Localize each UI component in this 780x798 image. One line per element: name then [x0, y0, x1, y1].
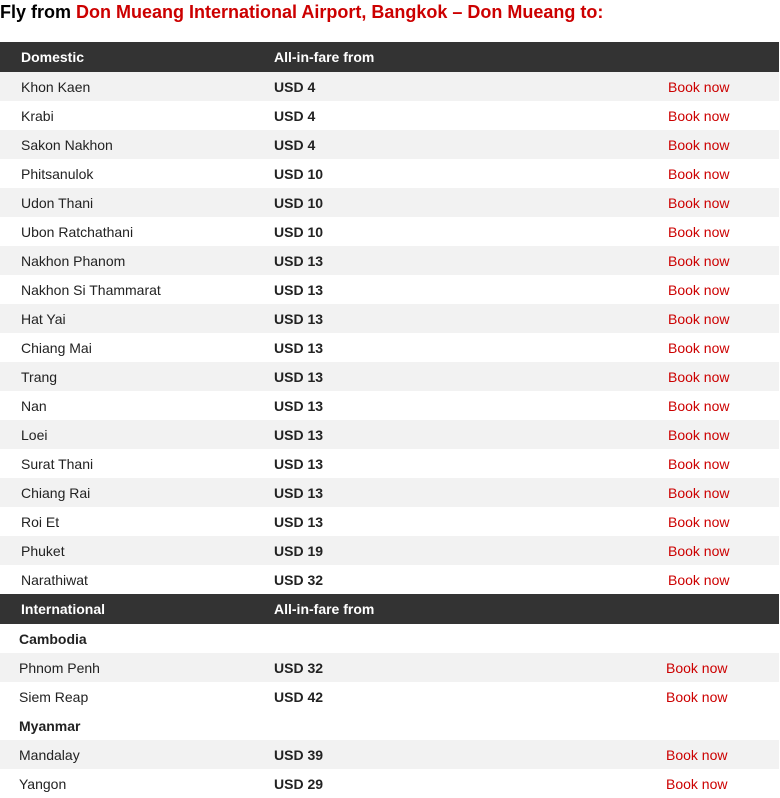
fare-price: USD 19: [274, 536, 618, 565]
destination-city: Chiang Mai: [0, 333, 274, 362]
table-row: [0, 769, 779, 798]
destination-city: Udon Thani: [0, 188, 274, 217]
domestic-header-row: [0, 42, 779, 72]
page-title: [0, 0, 780, 30]
destination-city: Nakhon Phanom: [0, 246, 274, 275]
book-now-link[interactable]: Book now: [668, 252, 730, 269]
fare-price: USD 29: [274, 769, 618, 798]
book-now-cell: [618, 130, 779, 159]
fare-price: USD 13: [274, 449, 618, 478]
fare-price: USD 10: [274, 217, 618, 246]
fare-price: USD 32: [274, 565, 618, 594]
table-row: [0, 420, 779, 449]
book-now-cell: [618, 449, 779, 478]
fare-price: USD 13: [274, 275, 618, 304]
destination-city: Mandalay: [0, 740, 274, 769]
book-now-cell: [618, 478, 779, 507]
destination-city: Nakhon Si Thammarat: [0, 275, 274, 304]
book-now-cell: [618, 333, 779, 362]
book-now-link[interactable]: Book now: [666, 659, 728, 676]
fare-price: USD 4: [274, 130, 618, 159]
book-now-cell: [618, 740, 779, 769]
book-now-link[interactable]: Book now: [668, 571, 730, 588]
fare-price: USD 32: [274, 653, 618, 682]
book-now-link[interactable]: Book now: [668, 455, 730, 472]
international-rows: [0, 624, 779, 798]
title-prefix: Fly from: [0, 2, 77, 22]
table-row: [0, 682, 779, 711]
destination-city: Roi Et: [0, 507, 274, 536]
book-now-link[interactable]: Book now: [668, 136, 730, 153]
book-now-link[interactable]: Book now: [668, 542, 730, 559]
book-now-link[interactable]: Book now: [668, 223, 730, 240]
table-row: [0, 101, 779, 130]
fare-price: USD 13: [274, 420, 618, 449]
country-row: [0, 624, 779, 653]
book-now-cell: [618, 72, 779, 101]
country-row: [0, 711, 779, 740]
destination-city: Ubon Ratchathani: [0, 217, 274, 246]
book-now-link[interactable]: Book now: [666, 688, 728, 705]
book-now-link[interactable]: Book now: [668, 397, 730, 414]
international-fares-table: [0, 594, 779, 798]
book-now-cell: [618, 275, 779, 304]
book-now-link[interactable]: Book now: [666, 775, 728, 792]
table-row: [0, 304, 779, 333]
fare-price: USD 39: [274, 740, 618, 769]
book-now-cell: [618, 159, 779, 188]
fare-price: USD 13: [274, 391, 618, 420]
title-origin: Don Mueang International Airport, Bangkok – Don Mueang to:: [76, 2, 604, 22]
fare-price: USD 4: [274, 72, 618, 101]
destination-city: Nan: [0, 391, 274, 420]
table-row: [0, 478, 779, 507]
book-now-link[interactable]: Book now: [668, 339, 730, 356]
table-row: [0, 565, 779, 594]
book-now-link[interactable]: Book now: [668, 194, 730, 211]
destination-city: Siem Reap: [0, 682, 274, 711]
table-row: [0, 653, 779, 682]
table-row: [0, 362, 779, 391]
destination-city: Phnom Penh: [0, 653, 274, 682]
book-now-cell: [618, 362, 779, 391]
table-row: [0, 333, 779, 362]
book-now-link[interactable]: Book now: [668, 165, 730, 182]
book-now-link[interactable]: Book now: [668, 368, 730, 385]
country-name: Myanmar: [0, 711, 779, 740]
book-now-link[interactable]: Book now: [668, 107, 730, 124]
fare-price: USD 10: [274, 188, 618, 217]
fare-price: USD 13: [274, 362, 618, 391]
book-now-cell: [618, 507, 779, 536]
destination-city: Trang: [0, 362, 274, 391]
fare-price: USD 42: [274, 682, 618, 711]
book-now-link[interactable]: Book now: [666, 746, 728, 763]
fare-price: USD 13: [274, 246, 618, 275]
book-now-link[interactable]: Book now: [668, 426, 730, 443]
table-row: [0, 188, 779, 217]
book-now-cell: [618, 101, 779, 130]
table-row: [0, 536, 779, 565]
fare-price: USD 13: [274, 478, 618, 507]
table-row: [0, 740, 779, 769]
fare-price: USD 4: [274, 101, 618, 130]
table-row: [0, 217, 779, 246]
table-row: [0, 159, 779, 188]
destination-city: Loei: [0, 420, 274, 449]
destination-city: Krabi: [0, 101, 274, 130]
destination-city: Phuket: [0, 536, 274, 565]
book-now-cell: [618, 217, 779, 246]
domestic-fares-table: [0, 42, 779, 594]
book-now-cell: [618, 246, 779, 275]
destination-city: Surat Thani: [0, 449, 274, 478]
book-now-cell: [618, 391, 779, 420]
book-now-link[interactable]: Book now: [668, 310, 730, 327]
international-header-row: [0, 594, 779, 624]
destination-city: Yangon: [0, 769, 274, 798]
country-name: Cambodia: [0, 624, 779, 653]
destination-city: Hat Yai: [0, 304, 274, 333]
fare-price: USD 10: [274, 159, 618, 188]
table-row: [0, 72, 779, 101]
destination-city: Sakon Nakhon: [0, 130, 274, 159]
table-row: [0, 246, 779, 275]
book-now-link[interactable]: Book now: [668, 513, 730, 530]
book-now-link[interactable]: Book now: [668, 78, 730, 95]
book-now-cell: [618, 565, 779, 594]
book-now-link[interactable]: Book now: [668, 484, 730, 501]
table-row: [0, 449, 779, 478]
fare-price: USD 13: [274, 333, 618, 362]
destination-city: Phitsanulok: [0, 159, 274, 188]
table-row: [0, 507, 779, 536]
book-now-cell: [618, 420, 779, 449]
table-row: [0, 130, 779, 159]
book-now-cell: [618, 653, 779, 682]
book-now-cell: [618, 188, 779, 217]
destination-city: Khon Kaen: [0, 72, 274, 101]
international-fare-header: All-in-fare from: [274, 594, 618, 624]
book-now-cell: [618, 682, 779, 711]
book-now-link[interactable]: Book now: [668, 281, 730, 298]
destination-city: Narathiwat: [0, 565, 274, 594]
fare-price: USD 13: [274, 507, 618, 536]
domestic-rows: [0, 72, 779, 594]
destination-city: Chiang Rai: [0, 478, 274, 507]
book-now-cell: [618, 304, 779, 333]
book-now-cell: [618, 769, 779, 798]
table-row: [0, 275, 779, 304]
domestic-header-label: Domestic: [0, 42, 274, 72]
book-now-cell: [618, 536, 779, 565]
domestic-fare-header: All-in-fare from: [274, 42, 618, 72]
international-header-label: International: [0, 594, 274, 624]
table-row: [0, 391, 779, 420]
fare-price: USD 13: [274, 304, 618, 333]
